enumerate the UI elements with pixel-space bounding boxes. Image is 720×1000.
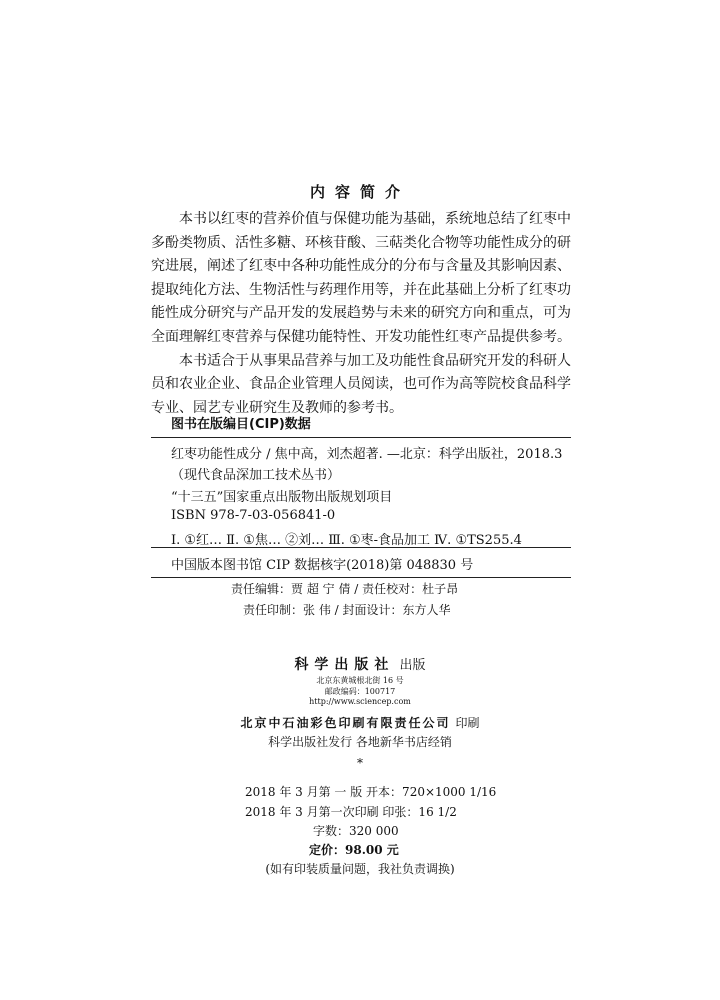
cip-divider [151, 437, 571, 438]
price: 定价：98.00 元 [309, 843, 399, 857]
cip-title-line: 红枣功能性成分 / 焦中高，刘杰超著. —北京：科学出版社，2018.3 [171, 447, 563, 462]
summary-title: 内容简介 [309, 183, 410, 201]
credits-production: 责任印制：张 伟 / 封面设计：东方人华 [243, 603, 451, 617]
publisher-postcode: 邮政编码：100717 [324, 687, 396, 696]
separator-star: * [357, 756, 363, 770]
publisher-name: 科学出版社 [294, 657, 395, 673]
printer-action: 印刷 [455, 716, 480, 730]
cip-project-line: “十三五”国家重点出版物出版规划项目 [171, 490, 393, 505]
publisher-line [0, 654, 720, 674]
cip-record: 中国版本图书馆 CIP 数据核字(2018)第 048830 号 [171, 558, 474, 573]
cip-divider [151, 547, 571, 548]
publisher-action: 出版 [399, 658, 426, 673]
distribution: 科学出版社发行 各地新华书店经销 [268, 735, 452, 749]
printing-line: 2018 年 3 月第一次印刷 印张：16 1/2 [245, 805, 457, 819]
cip-isbn: ISBN 978-7-03-056841-0 [171, 508, 336, 523]
credits-editors: 责任编辑：贾 超 宁 倩 / 责任校对：杜子昂 [231, 582, 459, 596]
quality-note: (如有印装质量问题，我社负责调换) [265, 862, 455, 876]
word-count: 字数：320 000 [313, 824, 399, 838]
summary-paragraph: 本书以红枣的营养价值与保健功能为基础，系统地总结了红枣中多酚类物质、活性多糖、环核苷酸、三萜类化合物等功能性成分的研究进展，阐述了红枣中各种功能性成分的分布与含量及其影响因素、提取纯化方法、生物活性与药理作用等，并在此基础上分析了红枣功能性成分研究与产品开发的发展趋势与未来的研究方向和重点，可为全面理解红枣营养与保健功能特性、开发功能性红枣产品提供参考。 [151, 211, 571, 345]
cip-heading: 图书在版编目(CIP)数据 [171, 417, 311, 432]
summary-text [151, 208, 571, 420]
printer-name: 北京中石油彩色印刷有限责任公司 [240, 716, 451, 730]
summary-paragraph: 本书适合于从事果品营养与加工及功能性食品研究开发的科研人员和农业企业、食品企业管理人员阅读，也可作为高等院校食品科学专业、园艺专业研究生及教师的参考书。 [151, 352, 571, 416]
publisher-address: 北京东黄城根北街 16 号 [316, 676, 404, 685]
cip-series-line: （现代食品深加工技术丛书） [171, 468, 341, 483]
printer-line [0, 712, 720, 731]
publisher-website: http://www.sciencep.com [309, 697, 411, 706]
cip-divider [151, 577, 571, 578]
edition-line: 2018 年 3 月第 一 版 开本：720×1000 1/16 [245, 785, 497, 799]
cip-classification: Ⅰ. ①红… Ⅱ. ①焦… ②刘… Ⅲ. ①枣-食品加工 Ⅳ. ①TS255.4 [171, 533, 522, 548]
